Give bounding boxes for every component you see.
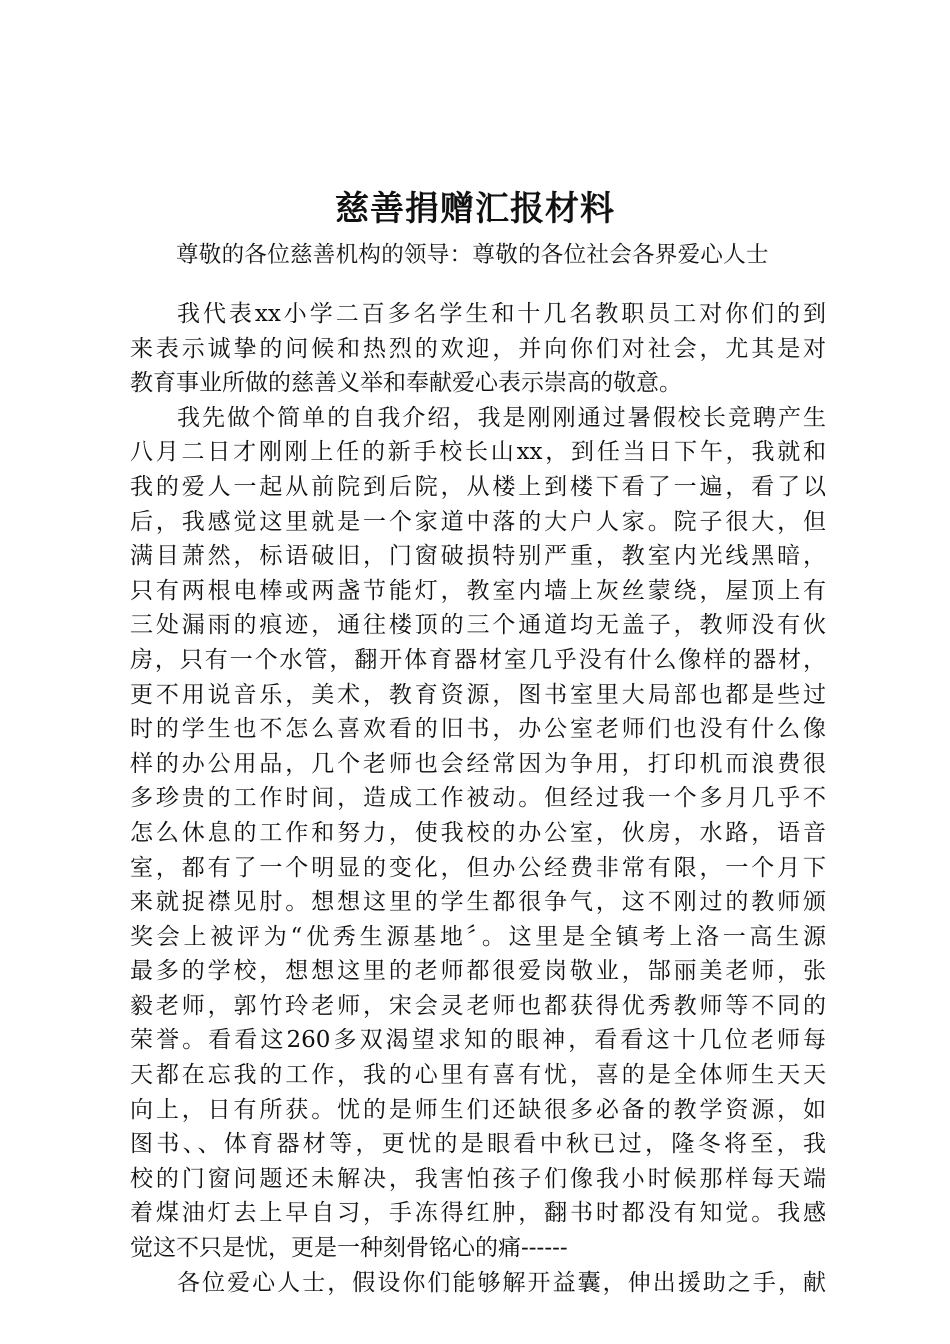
body-line: 三处漏雨的痕迹，通往楼顶的三个通道均无盖子，教师没有伙: [130, 612, 826, 639]
body-line: 奖会上被评为“优秀生源基地〞。这里是全镇考上洛一高生源: [130, 923, 826, 950]
body-line: 荣誉。看看这260多双渴望求知的眼神，看看这十几位老师每: [130, 1027, 826, 1054]
salutation: 尊敬的各位慈善机构的领导：尊敬的各位社会各界爱心人士: [176, 242, 769, 268]
body-line: 满目萧然，标语破旧，门窗破损特别严重，教室内光线黑暗，: [130, 543, 826, 570]
body-line: 样的办公用品，几个老师也会经常因为争用，打印机而浪费很: [130, 750, 826, 777]
body-line: 来就捉襟见肘。想想这里的学生都很争气，这不刚过的教师颁: [130, 889, 826, 916]
body-line: 多珍贵的工作时间，造成工作被动。但经过我一个多月几乎不: [130, 785, 826, 812]
body-line: 房，只有一个水管，翻开体育器材室几乎没有什么像样的器材，: [130, 646, 826, 673]
body-line: 各位爱心人士，假设你们能够解开益囊，伸出援助之手，献: [177, 1269, 826, 1296]
body-line: 后，我感觉这里就是一个家道中落的大户人家。院子很大，但: [130, 508, 826, 535]
body-line: 室，都有了一个明显的变化，但办公经费非常有限，一个月下: [130, 854, 826, 881]
body-line: 向上，日有所获。忧的是师生们还缺很多必备的教学资源，如: [130, 1096, 826, 1123]
document-body: [130, 297, 826, 1300]
body-line: 我先做个简单的自我介绍，我是刚刚通过暑假校长竞聘产生: [177, 404, 826, 431]
body-line: 来表示诚挚的问候和热烈的欢迎，并向你们对社会，尤其是对: [130, 335, 826, 362]
body-line: 怎么休息的工作和努力，使我校的办公室，伙房，水路，语音: [130, 819, 826, 846]
body-line: 我代表xx小学二百多名学生和十几名教职员工对你们的到: [177, 301, 826, 327]
body-line: 八月二日才刚刚上任的新手校长山xx，到任当日下午，我就和: [130, 439, 826, 466]
body-line: 更不用说音乐，美术，教育资源，图书室里大局部也都是些过: [130, 681, 826, 708]
body-line: 校的门窗问题还未解决，我害怕孩子们像我小时候那样每天端: [130, 1165, 826, 1192]
body-line: 只有两根电棒或两盏节能灯，教室内墙上灰丝蒙绕，屋顶上有: [130, 577, 826, 604]
body-line: 天都在忘我的工作，我的心里有喜有忧，喜的是全体师生天天: [130, 1062, 826, 1089]
body-line: 图书、、体育器材等，更忧的是眼看中秋已过，隆冬将至，我: [130, 1131, 826, 1158]
body-line: 毅老师，郭竹玲老师，宋会灵老师也都获得优秀教师等不同的: [130, 992, 826, 1019]
body-line: 时的学生也不怎么喜欢看的旧书，办公室老师们也没有什么像: [130, 716, 826, 743]
body-line: 最多的学校，想想这里的老师都很爱岗敬业，郜丽美老师，张: [130, 958, 826, 985]
document-title: 慈善捐赠汇报材料: [335, 189, 615, 229]
body-line: 我的爱人一起从前院到后院，从楼上到楼下看了一遍，看了以: [130, 473, 826, 500]
body-line: 觉这不只是忧，更是一种刻骨铭心的痛------: [130, 1235, 568, 1262]
body-line: 教育事业所做的慈善义举和奉献爱心表示崇高的敬意。: [130, 370, 682, 397]
body-line: 着煤油灯去上早自习，手冻得红肿，翻书时都没有知觉。我感: [130, 1200, 826, 1227]
